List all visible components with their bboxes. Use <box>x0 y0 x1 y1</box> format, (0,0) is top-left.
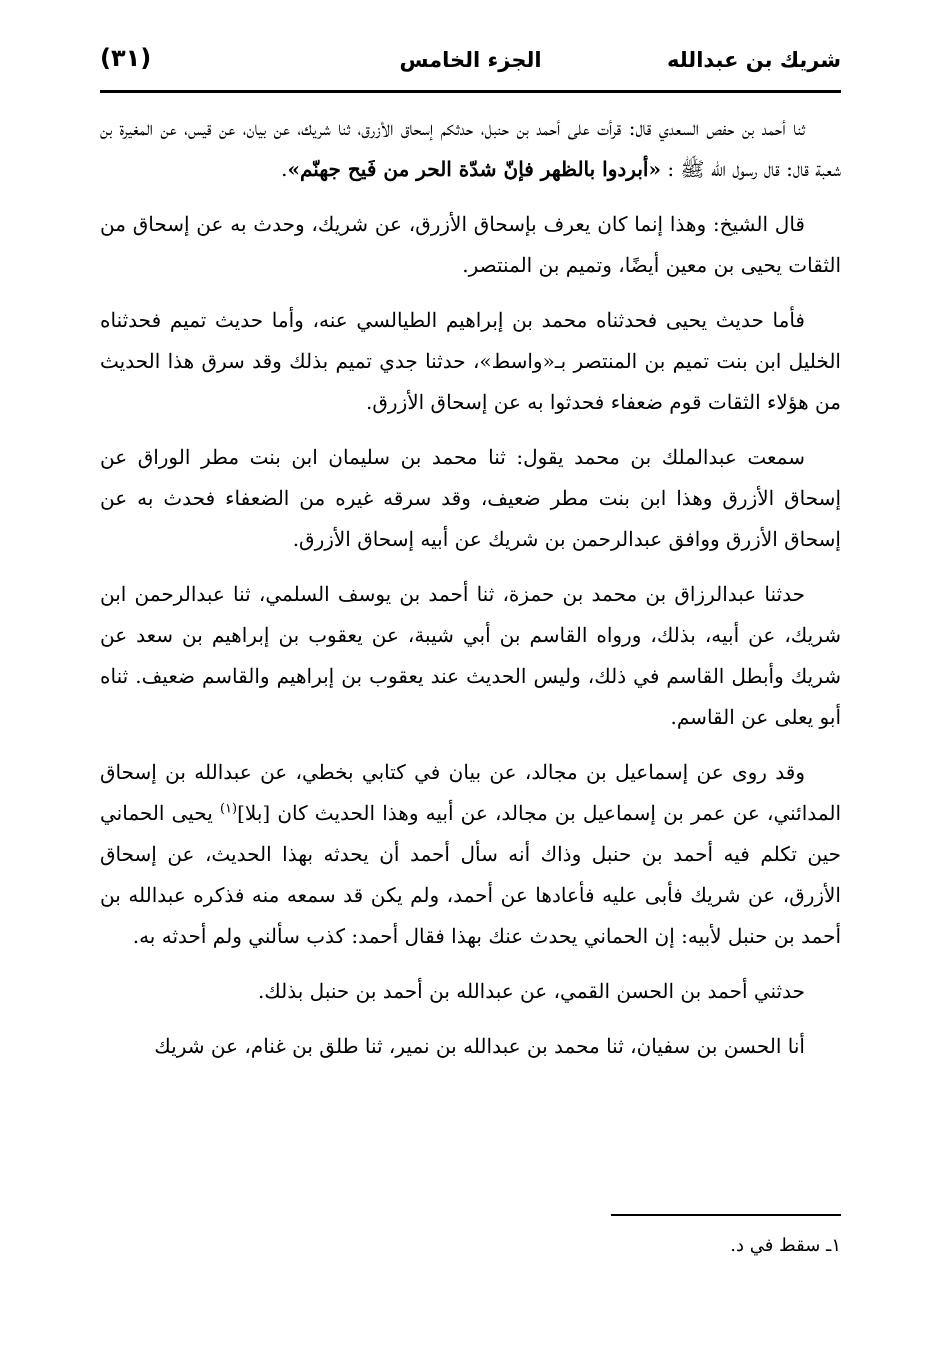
paragraph <box>100 108 841 190</box>
header-divider <box>100 90 841 93</box>
paragraph <box>100 752 841 957</box>
hadith-quote: «أبردوا بالظهر فإنّ شدّة الحر من فَيح جهنّم» <box>287 157 661 181</box>
paragraph-text: ثنا أحمد بن حفص السعدي قال: قرأت على أحمد بن حنبل، حدثكم إسحاق الأزرق، ثنا شريك، عن بيان، عن قيس، عن المغيرة بن شعبة قال: قال رسول الله ﷺ : <box>100 116 841 181</box>
footnote: ١ـ سقط في د. <box>730 1235 841 1256</box>
footnote-divider <box>611 1214 841 1216</box>
paragraph-text: . <box>281 157 288 181</box>
paragraph: سمعت عبدالملك بن محمد يقول: ثنا محمد بن سليمان ابن بنت مطر الوراق عن إسحاق الأزرق وهذا ابن بنت مطر ضعيف، وقد سرقه غيره من الضعفاء فحدث به عن إسحاق الأزرق ووافق عبدالرحمن بن شريك عن أبيه إسحاق الأزرق. <box>100 445 841 551</box>
paragraph-text: يحيى الحماني حين تكلم فيه أحمد بن حنبل وذاك أنه سأل أحمد أن يحدثه بهذا الحديث، عن إسحاق الأزرق، عن شريك فأبى عليه فأعادها عن أحمد، ولم يكن قد سمعه منه فذكره عبدالله بن أحمد بن حنبل لأبيه: إن الحماني يحدث عنك بهذا فقال أحمد: كذب سألني ولم أحدثه به. <box>100 801 841 948</box>
main-text <box>100 108 841 1067</box>
paragraph: حدثني أحمد بن الحسن القمي، عن عبدالله بن أحمد بن حنبل بذلك. <box>257 979 805 1003</box>
volume-title: الجزء الخامس <box>399 48 542 72</box>
paragraph: حدثنا عبدالرزاق بن محمد بن حمزة، ثنا أحمد بن يوسف السلمي، ثنا عبدالرحمن ابن شريك، عن أبيه، بذلك، ورواه القاسم بن أبي شيبة، عن يعقوب بن إبراهيم بن سعد عن شريك وأبطل القاسم في ذلك، وليس الحديث عند يعقوب بن إبراهيم والقاسم ضعيف. ثناه أبو يعلى عن القاسم. <box>100 582 841 729</box>
paragraph: أنا الحسن بن سفيان، ثنا محمد بن عبدالله بن نمير، ثنا طلق بن غنام، عن شريك <box>154 1034 805 1058</box>
paragraph: قال الشيخ: وهذا إنما كان يعرف بإسحاق الأزرق، عن شريك، وحدث به عن إسحاق من الثقات يحيى بن معين أيضًا، وتميم بن المنتصر. <box>100 212 841 277</box>
page-header <box>100 44 841 84</box>
running-title: شريك بن عبدالله <box>667 48 841 72</box>
paragraph-text: وقد روى عن إسماعيل بن مجالد، عن بيان في كتابي بخطي، عن عبدالله بن إسحاق المدائني، عن عمر بن إسماعيل بن مجالد، عن أبيه وهذا الحديث كان [بلا] <box>100 760 842 825</box>
paragraph: فأما حديث يحيى فحدثناه محمد بن إبراهيم الطيالسي عنه، وأما حديث تميم فحدثناه الخليل ابن بنت تميم بن المنتصر بـ«واسط»، حدثنا جدي تميم بذلك وقد سرق هذا الحديث من هؤلاء الثقات قوم ضعفاء فحدثوا به عن إسحاق الأزرق. <box>100 308 841 414</box>
page-number: (٣١) <box>100 44 152 72</box>
footnote-marker: (١) <box>219 801 238 817</box>
